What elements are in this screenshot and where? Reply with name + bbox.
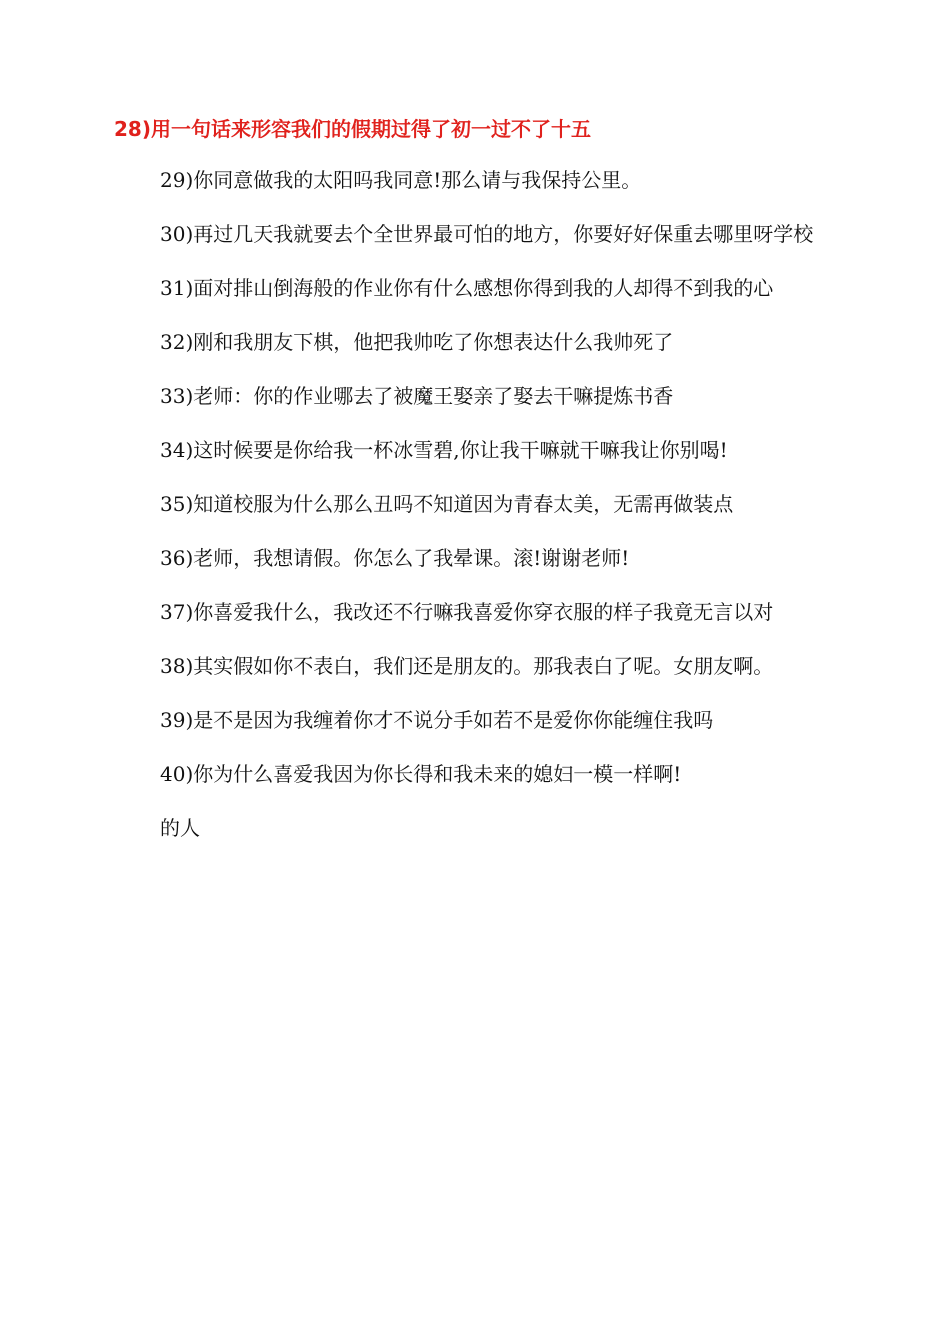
paragraph-37: 37)你喜爱我什么，我改还不行嘛我喜爱你穿衣服的样子我竟无言以对 [160,600,774,624]
paragraph-31: 31)面对排山倒海般的作业你有什么感想你得到我的人却得不到我的心 [160,276,774,300]
paragraph-36: 36)老师，我想请假。你怎么了我晕课。滚!谢谢老师! [160,546,630,570]
paragraph-33: 33)老师：你的作业哪去了被魔王娶亲了娶去干嘛提炼书香 [160,384,674,408]
paragraph-29: 29)你同意做我的太阳吗我同意!那么请与我保持公里。 [160,168,642,192]
paragraph-40: 40)你为什么喜爱我因为你长得和我未来的媳妇一模一样啊! [160,762,682,786]
paragraph-32: 32)刚和我朋友下棋，他把我帅吃了你想表达什么我帅死了 [160,330,674,354]
highlighted-heading: 28)用一句话来形容我们的假期过得了初一过不了十五 [114,117,591,141]
paragraph-30: 30)再过几天我就要去个全世界最可怕的地方，你要好好保重去哪里呀学校 [160,222,814,246]
paragraph-34: 34)这时候要是你给我一杯冰雪碧,你让我干嘛就干嘛我让你别喝! [160,438,728,462]
paragraph-trailing: 的人 [160,816,200,840]
paragraph-35: 35)知道校服为什么那么丑吗不知道因为青春太美，无需再做装点 [160,492,734,516]
paragraph-38: 38)其实假如你不表白，我们还是朋友的。那我表白了呢。女朋友啊。 [160,654,774,678]
paragraph-39: 39)是不是因为我缠着你才不说分手如若不是爱你你能缠住我吗 [160,708,714,732]
